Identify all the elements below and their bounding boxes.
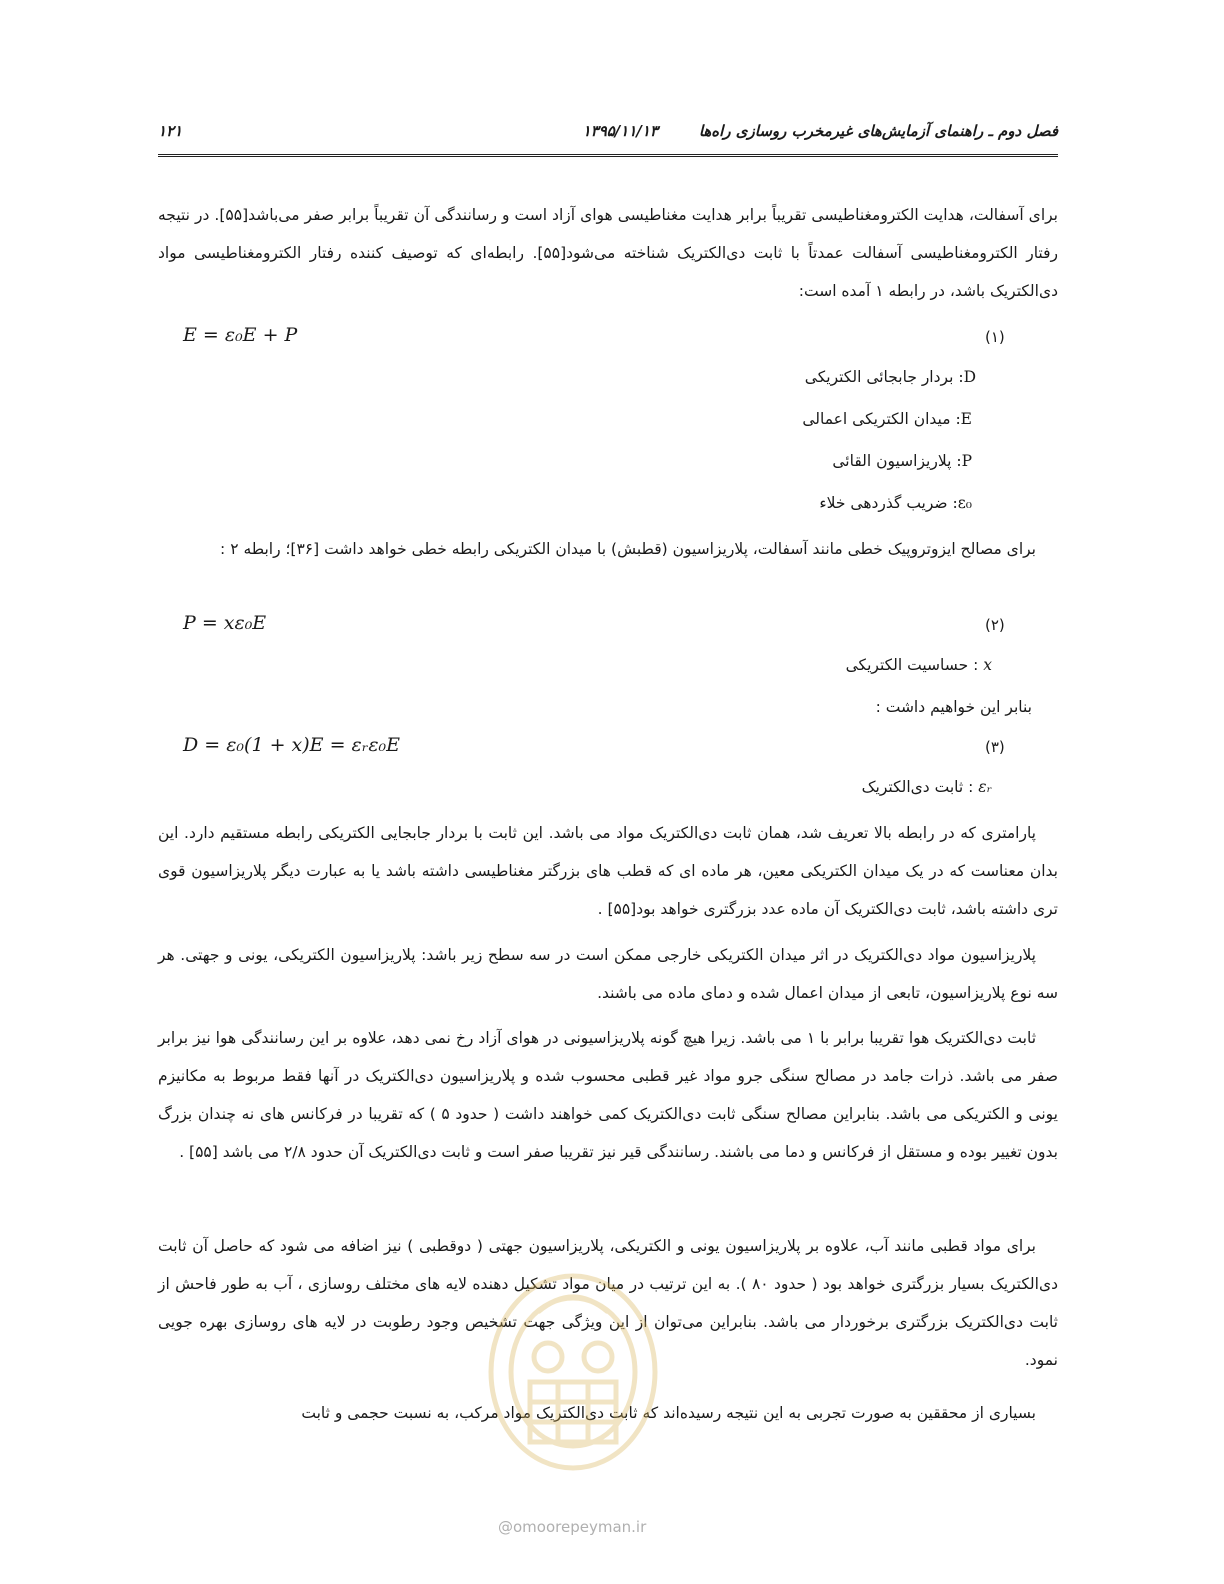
paragraph-8: بسیاری از محققین به صورت تجربی به این نتیجه رسیده‌اند که ثابت دی‌الکتریک مواد مرکب، به نسبت حجمی و ثابت xyxy=(301,1404,1036,1422)
equation-1-number: (۱) xyxy=(985,328,1005,346)
paragraph-7: برای مواد قطبی مانند آب، علاوه بر پلاریزاسیون یونی و الکتریکی، پلاریزاسیون جهتی ( دوقطبی ) نیز اضافه می شود که حاصل آن ثابت دی‌الکتریک بسیار بزرگتری خواهد بود ( حدود ۸۰ ). به این ترتیب در میان مواد تشکیل دهنده لایه های مختلف روسازی ، آب به طور فاحش از ثابت دی‌الکتریک بزرگتری برخوردار می باشد. بنابراین می‌توان از این ویژگی جهت تشخیص وجود رطوبت در لایه های روسازی بهره جویی نمود. xyxy=(158,1237,1058,1369)
paragraph-6: ثابت دی‌الکتریک هوا تقریبا برابر با ۱ می باشد. زیرا هیچ گونه پلاریزاسیونی در هوای آزاد رخ نمی دهد، علاوه بر این رسانندگی هوا نیز برابر صفر می باشد. ذرات جامد در مصالح سنگی جرو مواد غیر قطبی محسوب شده و پلاریزاسیون دی‌الکتریک در آنها فقط مربوط به مکانیزم یونی و الکتریکی می باشد. بنابراین مصالح سنگی ثابت دی‌الکتریک کمی خواهند داشت ( حدود ۵ ) که تقریبا در فرکانس های نه چندان بزرگ بدون تغییر بوده و مستقل از فرکانس و دما می باشند. رسانندگی قیر نیز تقریبا صفر است و ثابت دی‌الکتریک آن حدود ۲/۸ می باشد [۵۵] . xyxy=(158,1029,1058,1161)
definition-epsr xyxy=(862,778,992,796)
paragraph-5: پلاریزاسیون مواد دی‌الکتریک در اثر میدان الکتریکی خارجی ممکن است در سه سطح زیر باشد: پلاریزاسیون الکتریکی، یونی و جهتی. هر سه نوع پلاریزاسیون، تابعی از میدان اعمال شده و دمای ماده می باشند. xyxy=(158,946,1058,1002)
definition-epsr-text: : ثابت دی‌الکتریک xyxy=(861,778,974,796)
definition-d-symbol: D: xyxy=(958,368,976,386)
definition-epsr-symbol: εᵣ xyxy=(978,778,992,796)
definition-e-symbol: E: xyxy=(955,410,972,428)
equation-1: E = ε₀E + P xyxy=(183,324,298,346)
definition-eps0 xyxy=(819,494,972,512)
definition-x-text: : حساسیت الکتریکی xyxy=(845,656,979,674)
equation-3-number: (۳) xyxy=(985,738,1005,756)
definition-d xyxy=(805,368,976,386)
header-date: ۱۳۹۵/۱۱/۱۳ xyxy=(582,122,658,140)
definition-p xyxy=(832,452,972,470)
paragraph-2: برای مصالح ایزوتروپیک خطی مانند آسفالت، پلاریزاسیون (قطبش) با میدان الکتریکی رابطه خطی خواهد داشت [۳۶]؛ رابطه ۲ : xyxy=(220,540,1036,558)
definition-e-text: میدان الکتریکی اعمالی xyxy=(802,410,951,428)
page-number: ۱۲۱ xyxy=(158,122,183,140)
definition-eps0-text: ضریب گذردهی خلاء xyxy=(819,494,948,512)
paragraph-1: برای آسفالت، هدایت الکترومغناطیسی تقریباً برابر هدایت مغناطیسی هوای آزاد است و رسانندگی آن تقریباً برابر صفر می‌باشد[۵۵]. در نتیجه رفتار الکترومغناطیسی آسفالت عمدتاً با ثابت دی‌الکتریک شناخته می‌شود[۵۵]. رابطه‌ای که توصیف کننده رفتار الکترومغناطیسی مواد دی‌الکتریک باشد، در رابطه ۱ آمده است: xyxy=(158,206,1058,300)
watermark-logo xyxy=(478,1262,668,1492)
paragraph-4: پارامتری که در رابطه بالا تعریف شد، همان ثابت دی‌الکتریک مواد می باشد. این ثابت با بردار جابجایی الکتریکی رابطه مستقیم دارد. این بدان معناست که در یک میدان الکتریکی معین، هر ماده ای که قطب های بزرگتر مغناطیسی داشته باشد یا به عبارت دیگر پلاریزاسیون قوی تری داشته باشد، ثابت دی‌الکتریک آن ماده عدد بزرگتری خواهد بود[۵۵] . xyxy=(158,824,1058,918)
definition-e xyxy=(802,410,972,428)
definition-x xyxy=(846,656,992,674)
equation-2: P = xε₀E xyxy=(183,612,267,634)
paragraph-3: بنابر این خواهیم داشت : xyxy=(875,698,1032,716)
equation-2-number: (۲) xyxy=(985,616,1005,634)
equation-3: D = ε₀(1 + x)E = εᵣε₀E xyxy=(183,734,401,756)
page-header xyxy=(158,118,1058,157)
definition-x-symbol: x xyxy=(983,656,992,674)
definition-d-text: بردار جابجائی الکتریکی xyxy=(804,368,954,386)
definition-p-text: پلاریزاسیون القائی xyxy=(832,452,952,470)
definition-p-symbol: P: xyxy=(956,452,972,470)
definition-eps0-symbol: ε₀: xyxy=(952,494,972,512)
chapter-title: فصل دوم ـ راهنمای آزمایش‌های غیرمخرب روسازی راه‌ها xyxy=(698,122,1058,140)
watermark-text: @omoorepeyman.ir xyxy=(498,1518,647,1536)
